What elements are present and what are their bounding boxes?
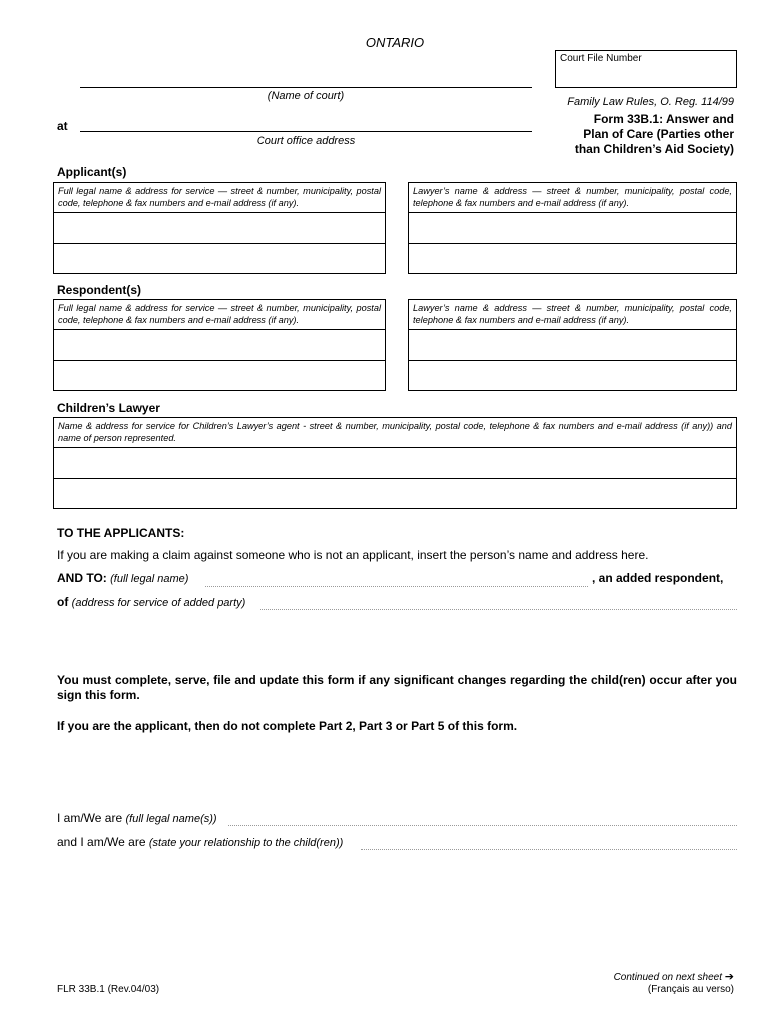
of-label: of xyxy=(57,595,69,609)
applicant-lawyer-instructions: Lawyer’s name & address — street & number, municipality, postal code, telephone & fax numbers and e-mail address (if any). xyxy=(409,183,736,213)
to-applicants-heading: TO THE APPLICANTS: xyxy=(57,526,185,540)
court-office-address-input[interactable] xyxy=(80,114,530,130)
respondent-lawyer-instructions: Lawyer’s name & address — street & number, municipality, postal code, telephone & fax numbers and e-mail address (if any). xyxy=(409,300,736,330)
added-respondent-name-input[interactable] xyxy=(205,570,588,586)
court-file-number-input[interactable] xyxy=(558,67,734,85)
form-title-line3: than Children’s Aid Society) xyxy=(574,142,734,156)
full-legal-name-hint: (full legal name) xyxy=(110,573,189,585)
of-row xyxy=(57,595,245,609)
respondent-lawyer-line-2[interactable] xyxy=(409,360,736,390)
relationship-row xyxy=(57,835,343,849)
i-am-label: I am/We are xyxy=(57,811,123,825)
full-legal-names-hint: (full legal name(s)) xyxy=(125,813,217,825)
respondent-lawyer-line-1[interactable] xyxy=(409,330,736,361)
name-of-court-line xyxy=(80,87,532,88)
jurisdiction-title: ONTARIO xyxy=(365,35,425,50)
respondent-party-instructions: Full legal name & address for service — street & number, municipality, postal code, telephone & fax numbers and e-mail address (if any). xyxy=(54,300,385,330)
complete-serve-notice: You must complete, serve, file and update this form if any significant changes regarding the child(ren) occur after you sign this form. xyxy=(57,673,737,702)
childrens-lawyer-box[interactable] xyxy=(53,417,737,509)
added-respondent-name-line xyxy=(205,586,588,587)
applicant-notice: If you are the applicant, then do not complete Part 2, Part 3 or Part 5 of this form. xyxy=(57,719,518,733)
rules-reference: Family Law Rules, O. Reg. 114/99 xyxy=(567,96,734,108)
added-party-address-input[interactable] xyxy=(260,593,736,609)
court-office-address-label: Court office address xyxy=(256,135,356,147)
applicant-party-line-1[interactable] xyxy=(54,213,385,244)
applicant-lawyer-line-1[interactable] xyxy=(409,213,736,244)
at-label: at xyxy=(57,119,68,133)
form-title-line1: Form 33B.1: Answer and xyxy=(593,112,734,126)
childrens-lawyer-instructions: Name & address for service for Children’s Lawyer’s agent - street & number, municipality, postal code, telephone & fax numbers and e-mail address (if any)) and name of person represented. xyxy=(54,418,736,448)
continued-text: Continued on next sheet xyxy=(613,972,722,983)
and-to-label: AND TO: xyxy=(57,571,107,585)
full-legal-names-line xyxy=(228,825,737,826)
court-file-number-box[interactable] xyxy=(555,50,737,88)
right-arrow-icon: ➔ xyxy=(724,971,734,983)
form-code: FLR 33B.1 (Rev.04/03) xyxy=(57,984,160,995)
applicant-party-box[interactable] xyxy=(53,182,386,274)
applicants-heading: Applicant(s) xyxy=(57,165,127,179)
and-to-row xyxy=(57,571,188,585)
relationship-input[interactable] xyxy=(361,833,736,849)
court-office-address-line xyxy=(80,131,532,132)
applicant-lawyer-line-2[interactable] xyxy=(409,243,736,273)
childrens-lawyer-line-1[interactable] xyxy=(54,448,736,479)
and-i-am-label: and I am/We are xyxy=(57,835,146,849)
relationship-hint: (state your relationship to the child(ren)) xyxy=(148,837,344,849)
address-hint: (address for service of added party) xyxy=(71,597,246,609)
continued-note xyxy=(614,970,734,983)
applicant-party-line-2[interactable] xyxy=(54,243,385,273)
full-legal-names-input[interactable] xyxy=(228,809,736,825)
name-of-court-label: (Name of court) xyxy=(267,90,345,102)
i-am-row xyxy=(57,811,217,825)
childrens-lawyer-heading: Children’s Lawyer xyxy=(57,401,160,415)
respondent-party-box[interactable] xyxy=(53,299,386,391)
childrens-lawyer-line-2[interactable] xyxy=(54,478,736,508)
form-title xyxy=(575,112,734,157)
respondent-lawyer-box[interactable] xyxy=(408,299,737,391)
relationship-line xyxy=(361,849,737,850)
respondent-party-line-1[interactable] xyxy=(54,330,385,361)
respondent-party-line-2[interactable] xyxy=(54,360,385,390)
claim-instructions: If you are making a claim against someone who is not an applicant, insert the person’s name and address here. xyxy=(57,548,649,562)
respondents-heading: Respondent(s) xyxy=(57,283,141,297)
form-title-line2: Plan of Care (Parties other xyxy=(583,127,734,141)
added-party-address-line xyxy=(260,609,737,610)
court-file-number-label: Court File Number xyxy=(560,53,642,64)
name-of-court-input[interactable] xyxy=(80,70,530,86)
applicant-party-instructions: Full legal name & address for service — street & number, municipality, postal code, telephone & fax numbers and e-mail address (if any). xyxy=(54,183,385,213)
french-note: (Français au verso) xyxy=(647,984,734,995)
added-respondent-label: , an added respondent, xyxy=(592,571,724,585)
applicant-lawyer-box[interactable] xyxy=(408,182,737,274)
